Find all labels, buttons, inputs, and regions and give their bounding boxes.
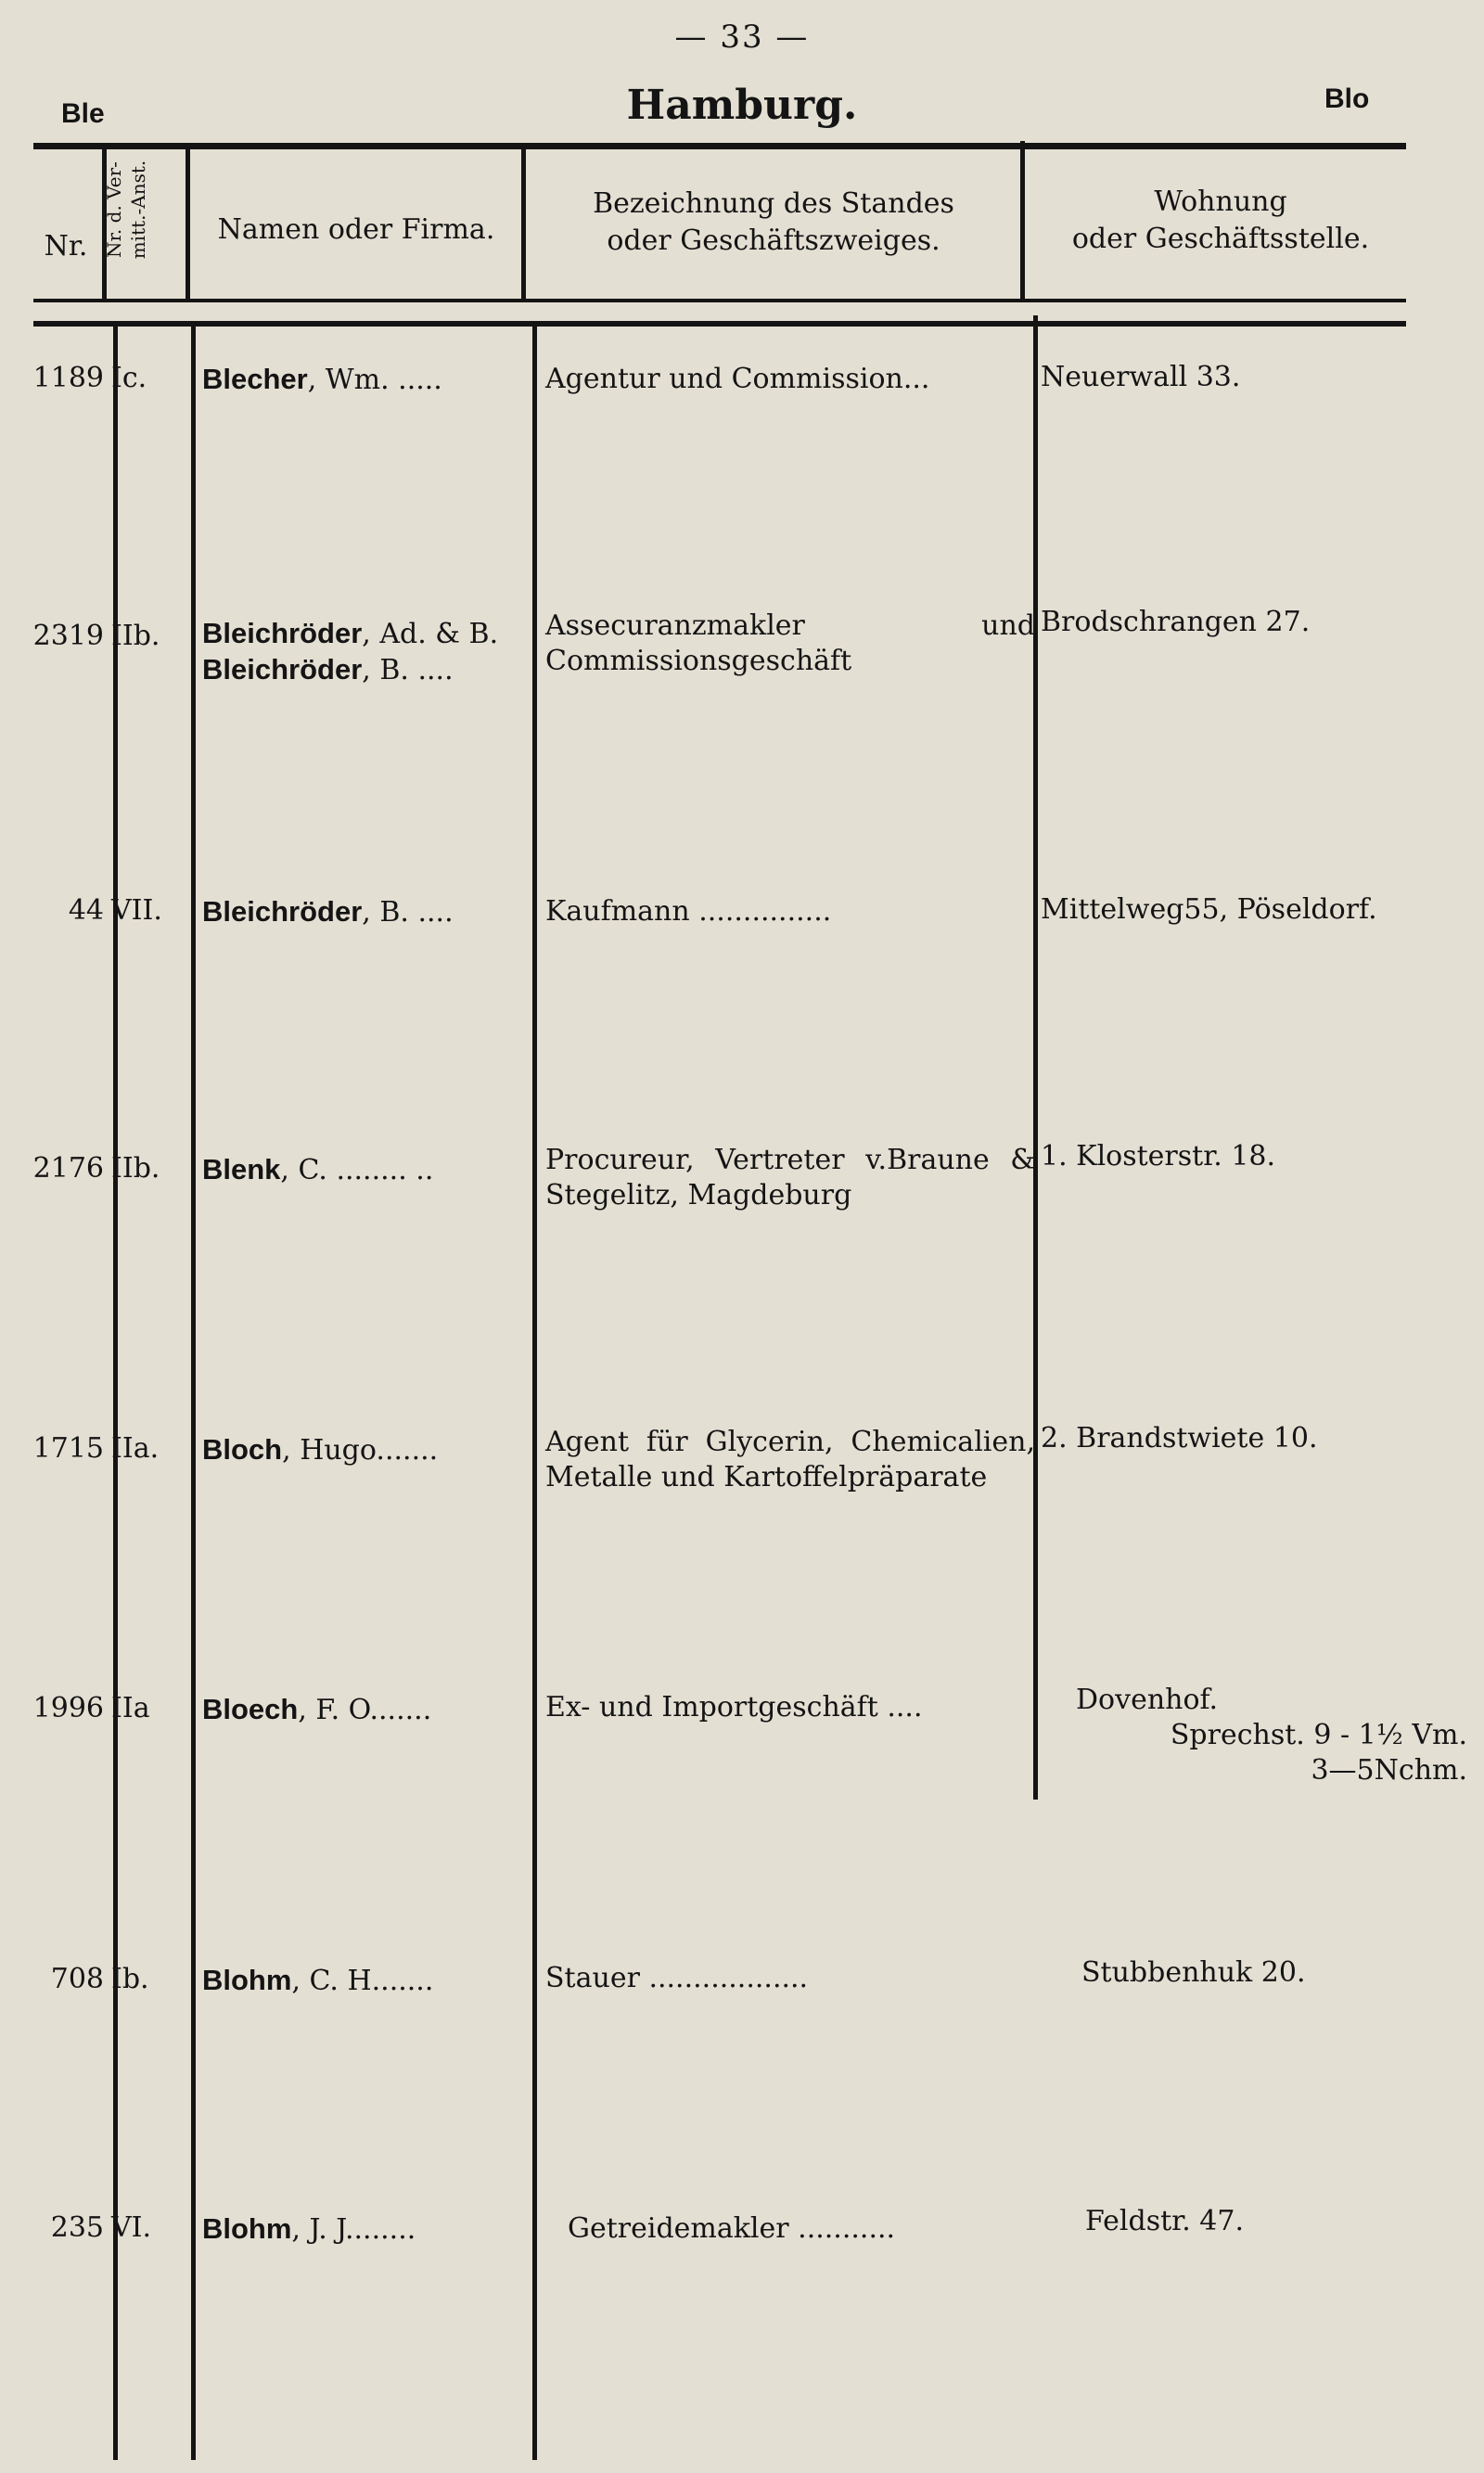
entry-profession: Getreidemakler ...........	[568, 2212, 896, 2245]
column-header-nr: Nr.	[44, 230, 88, 263]
header-bottom-rule	[33, 299, 1406, 302]
entry-name: Blenk, C. ........ ..	[202, 1153, 434, 1186]
header-divider-3	[521, 148, 526, 302]
entry-profession: Kaufmann ...............	[545, 895, 832, 928]
entry-profession: Stauer ..................	[545, 1962, 809, 1994]
entry-name: Blecher, Wm. .....	[202, 363, 442, 396]
entry-number: 44	[68, 894, 104, 927]
entry-address: Stubbenhuk 20.	[1081, 1956, 1306, 1989]
page-number: — 33 —	[674, 19, 810, 56]
entry-address: 2. Brandstwiete 10.	[1041, 1422, 1318, 1454]
entry-number: 1189	[32, 362, 104, 394]
entry-profession: Agent für Glycerin, Chemicalien, Metalle und Kartoffelpräparate	[545, 1426, 1035, 1493]
header-divider-4	[1020, 141, 1025, 302]
entry-address: Feldstr. 47.	[1085, 2205, 1245, 2237]
entry-profession: Assecuranzmakler und Commissionsgeschäft	[545, 609, 1035, 677]
entry-class: VI.	[111, 2211, 152, 2244]
entry-profession: Agentur und Commission...	[545, 363, 930, 395]
entry-address: Mittelweg55, Pöseldorf.	[1041, 893, 1377, 926]
entry-name: Bleichröder, Ad. & B. Bleichröder, B. ....	[202, 617, 499, 686]
entry-number: 2319	[32, 620, 104, 652]
entry-address: 1. Klosterstr. 18.	[1041, 1140, 1276, 1172]
entry-profession: Procureur, Vertreter v.Braune & Stegelitz, Magdeburg	[545, 1144, 1035, 1211]
column-header-agency: Nr. d. Ver- mitt.-Anst.	[103, 160, 149, 260]
entry-address: Dovenhof. Sprechst. 9 - 1½ Vm. 3—5Nchm.	[1076, 1684, 1467, 1787]
entry-number: 235	[50, 2211, 104, 2244]
entry-name: Bleichröder, B. ....	[202, 895, 454, 929]
entry-name: Blohm, J. J........	[202, 2212, 416, 2246]
column-header-name: Namen oder Firma.	[217, 213, 495, 246]
entry-class: Ib.	[111, 1963, 149, 1995]
page-title: Hamburg.	[626, 82, 858, 129]
entry-number: 2176	[32, 1152, 104, 1185]
top-rule	[33, 143, 1406, 149]
entry-name: Bloech, F. O.......	[202, 1693, 432, 1726]
entry-number: 1996	[32, 1692, 104, 1724]
entry-class: IIb.	[111, 620, 160, 652]
entry-name: Blohm, C. H.......	[202, 1964, 434, 1997]
entry-name: Bloch, Hugo.......	[202, 1433, 439, 1467]
header-divider-2	[186, 148, 190, 302]
column-header-address: Wohnung oder Geschäftsstelle.	[1071, 186, 1370, 255]
entry-class: Ic.	[111, 362, 147, 394]
entry-class: IIa	[111, 1692, 150, 1724]
catchword-left: Ble	[61, 98, 105, 129]
entry-number: 1715	[32, 1432, 104, 1465]
entry-class: VII.	[111, 894, 162, 927]
entry-number: 708	[50, 1963, 104, 1995]
entry-address: Brodschrangen 27.	[1041, 606, 1311, 638]
entry-profession: Ex- und Importgeschäft ....	[545, 1691, 923, 1723]
entry-class: IIb.	[111, 1152, 160, 1185]
body-top-rule	[33, 321, 1406, 327]
column-header-profession: Bezeichnung des Standes oder Geschäftszweiges.	[593, 187, 954, 257]
entry-address: Neuerwall 33.	[1041, 361, 1241, 393]
entry-class: IIa.	[111, 1432, 160, 1465]
catchword-right: Blo	[1324, 83, 1370, 114]
column-divider-4	[1033, 315, 1038, 1800]
